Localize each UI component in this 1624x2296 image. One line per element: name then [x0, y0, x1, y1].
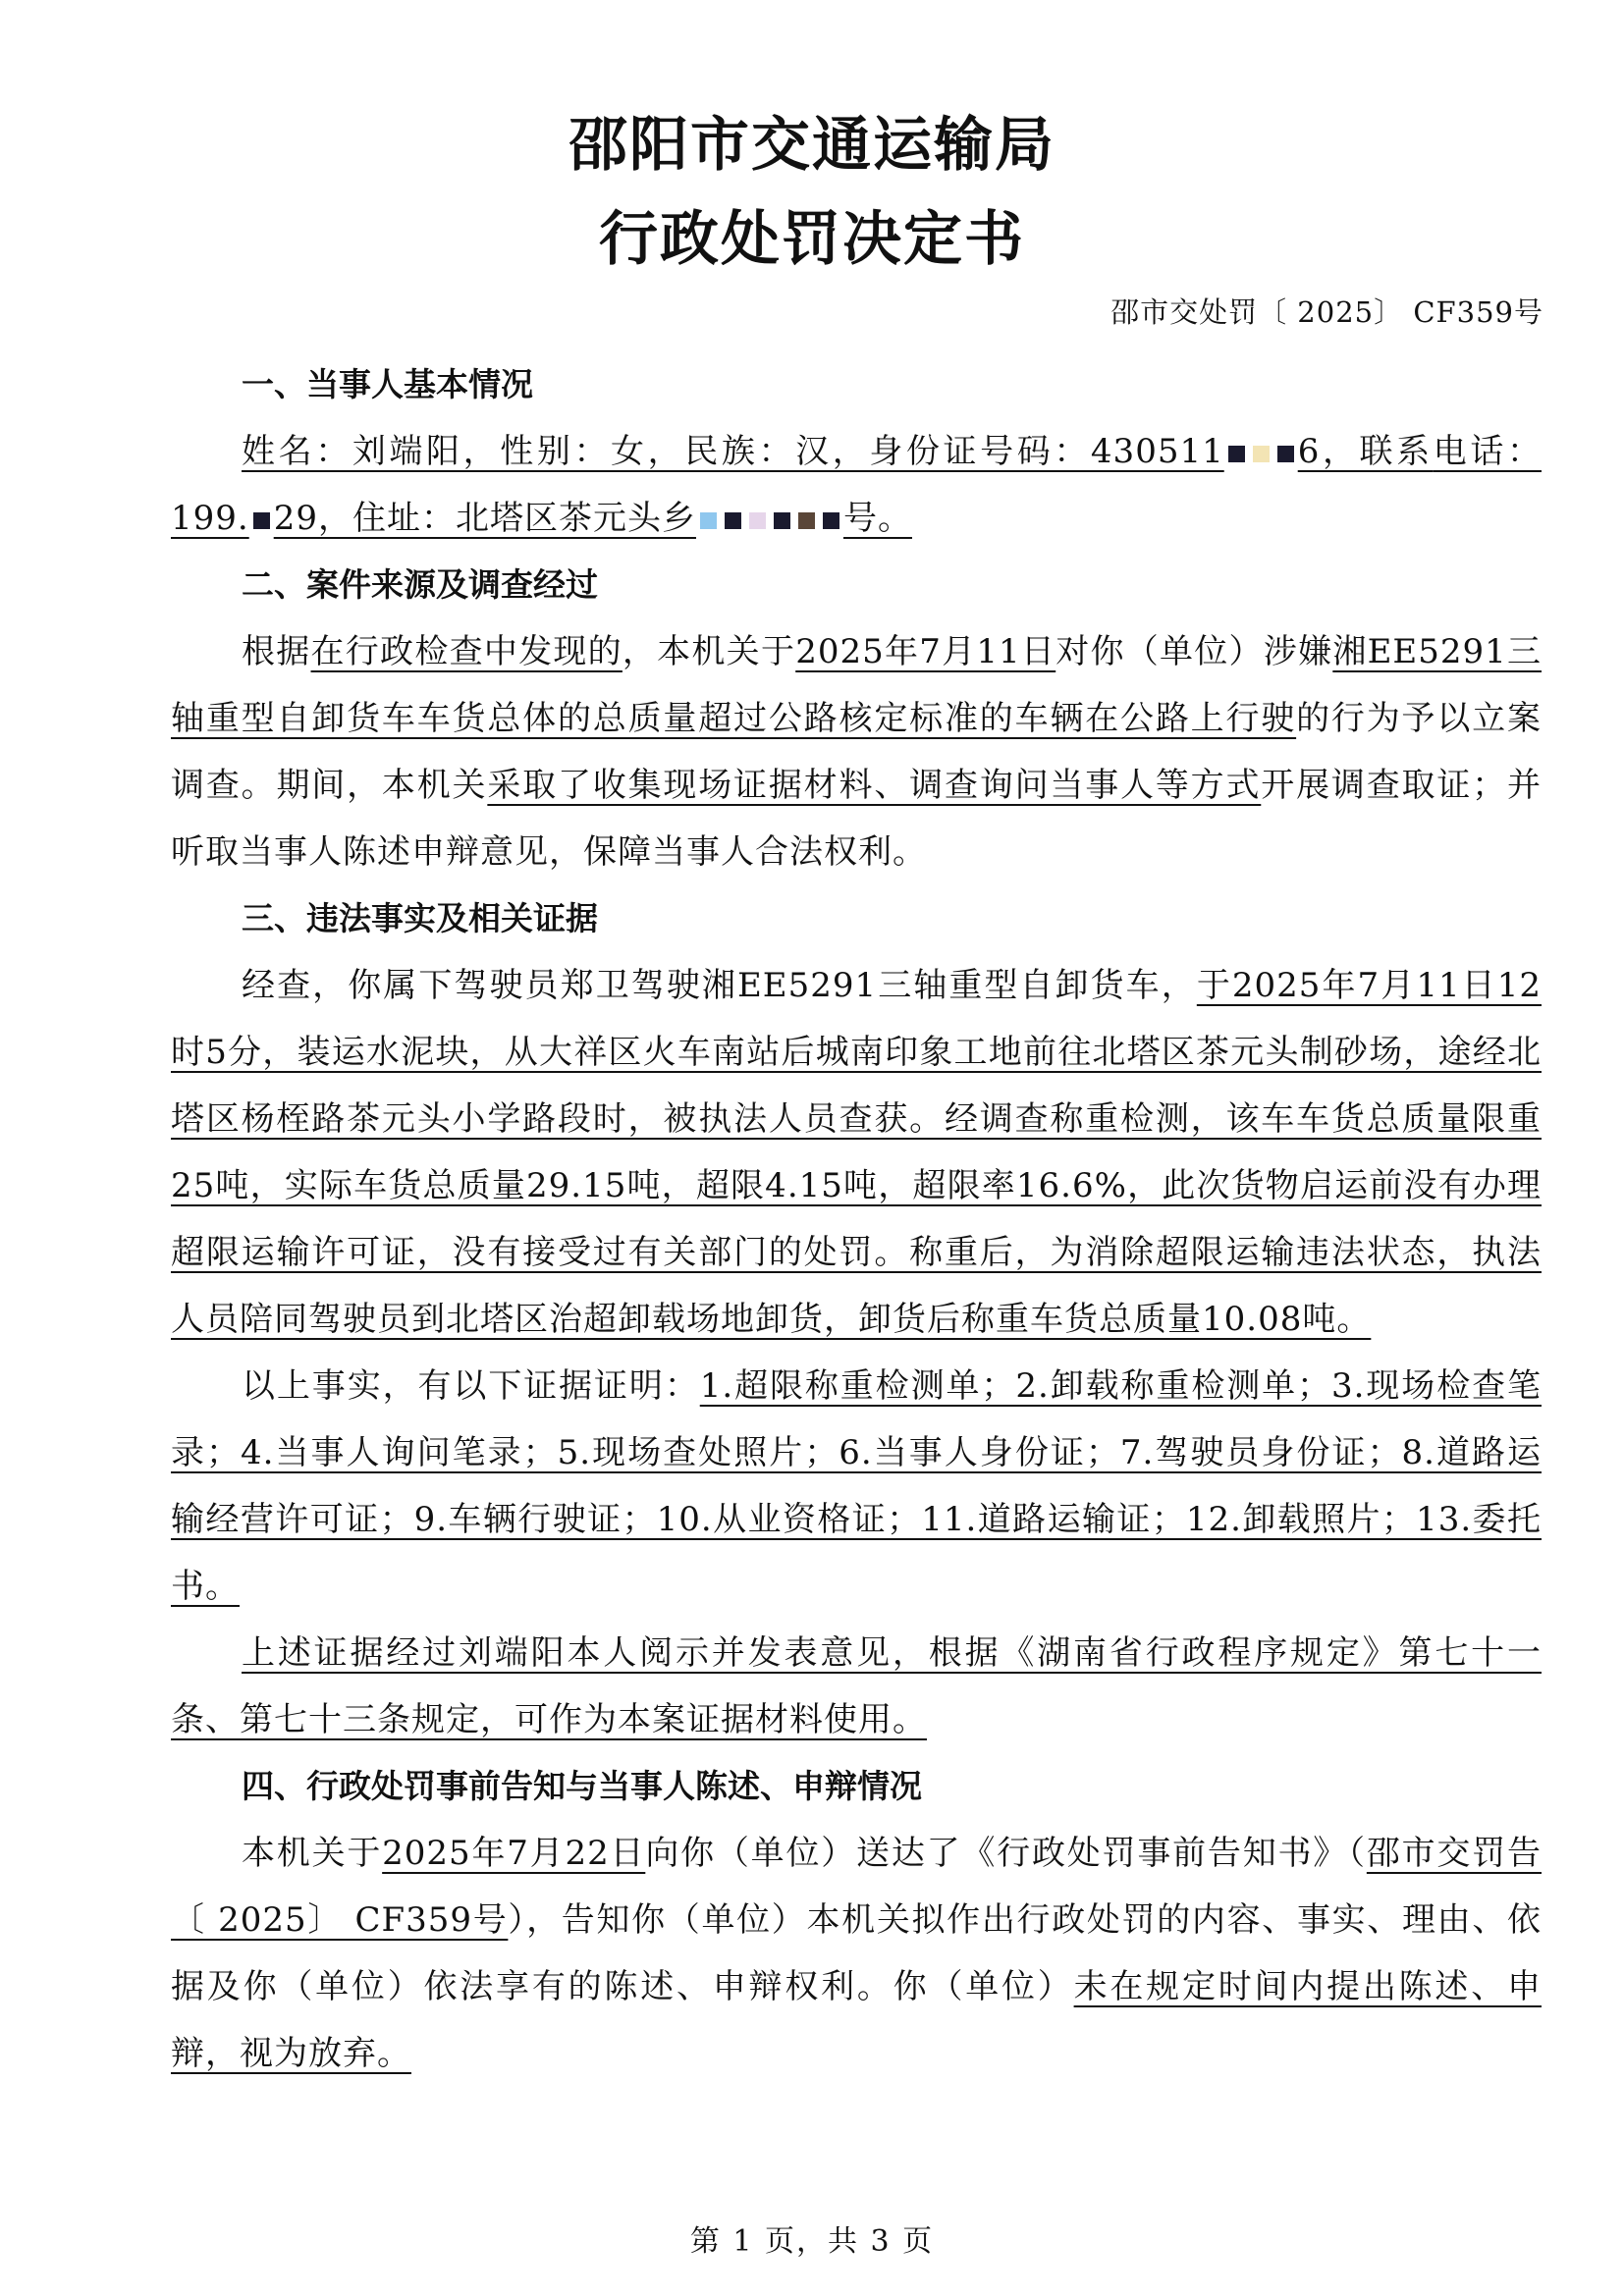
- redaction-mark: [774, 512, 790, 529]
- document-number: 邵市交处罚〔 2025〕 CF359号: [1110, 295, 1543, 329]
- page-number: 第 1 页，共 3 页: [689, 2224, 935, 2259]
- redaction-mark: [725, 512, 741, 529]
- redaction-mark: [1253, 446, 1270, 462]
- redaction-mark: [823, 512, 839, 529]
- party-phone-address: 电话：199. 29，住址：北塔区茶元头乡 号。: [171, 432, 1542, 538]
- redaction-mark: [749, 512, 766, 529]
- evidence-paragraph: 以上事实，有以下证据证明：1.超限称重检测单；2.卸载称重检测单；3.现场检查笔录；4.当事人询问笔录；5.现场查处照片；6.当事人身份证；7.驾驶员身份证；8.道路运输经营许可证；9.车辆行驶证；10.从业资格证；11.道路运输证；12.卸载照片；13.委托书。: [171, 1366, 1542, 1606]
- section-heading-parties: 一、当事人基本情况: [242, 365, 533, 403]
- party-id-line: 姓名：刘端阳，性别：女，民族：汉，身份证号码：430511 6，联系: [242, 432, 1434, 471]
- document-body: [171, 351, 1542, 2087]
- notice-paragraph: 本机关于2025年7月22日向你（单位）送达了《行政处罚事前告知书》（邵市交罚告〔 2025〕 CF359号），告知你（单位）本机关拟作出行政处罚的内容、事实、理由、依据及你（单位）依法享有的陈述、申辩权利。你（单位）未在规定时间内提出陈述、申辩，视为放弃。: [171, 1834, 1543, 2073]
- redaction-mark: [253, 512, 270, 529]
- case-source-paragraph: 根据在行政检查中发现的，本机关于2025年7月11日对你（单位）涉嫌湘EE5291三轴重型自卸货车车货总体的总质量超过公路核定标准的车辆在公路上行驶的行为予以立案调查。期间，本机关采取了收集现场证据材料、调查询问当事人等方式开展调查取证；并听取当事人陈述申辩意见，保障当事人合法权利。: [171, 632, 1543, 872]
- section-heading-facts: 三、违法事实及相关证据: [242, 899, 598, 937]
- document-title: 行政处罚决定书: [599, 205, 1025, 274]
- redaction-mark: [1228, 446, 1245, 462]
- redaction-mark: [700, 512, 717, 529]
- org-title: 邵阳市交通运输局: [568, 111, 1056, 180]
- evidence-basis-paragraph: 上述证据经过刘端阳本人阅示并发表意见，根据《湖南省行政程序规定》第七十一条、第七十三条规定，可作为本案证据材料使用。: [171, 1633, 1542, 1739]
- section-heading-notice: 四、行政处罚事前告知与当事人陈述、申辩情况: [242, 1767, 922, 1805]
- redaction-mark: [1277, 446, 1294, 462]
- facts-paragraph: 经查，你属下驾驶员郑卫驾驶湘EE5291三轴重型自卸货车，于2025年7月11日12时5分，装运水泥块，从大祥区火车南站后城南印象工地前往北塔区茶元头制砂场，途经北塔区杨桎路茶元头小学路段时，被执法人员查获。经调查称重检测，该车车货总质量限重25吨，实际车货总质量29.15吨，超限4.15吨，超限率16.6%，此次货物启运前没有办理超限运输许可证，没有接受过有关部门的处罚。称重后，为消除超限运输违法状态，执法人员陪同驾驶员到北塔区治超卸载场地卸货，卸货后称重车货总质量10.08吨。: [171, 966, 1542, 1339]
- party-info: [171, 418, 1542, 552]
- redaction-mark: [798, 512, 815, 529]
- section-heading-source: 二、案件来源及调查经过: [242, 565, 598, 604]
